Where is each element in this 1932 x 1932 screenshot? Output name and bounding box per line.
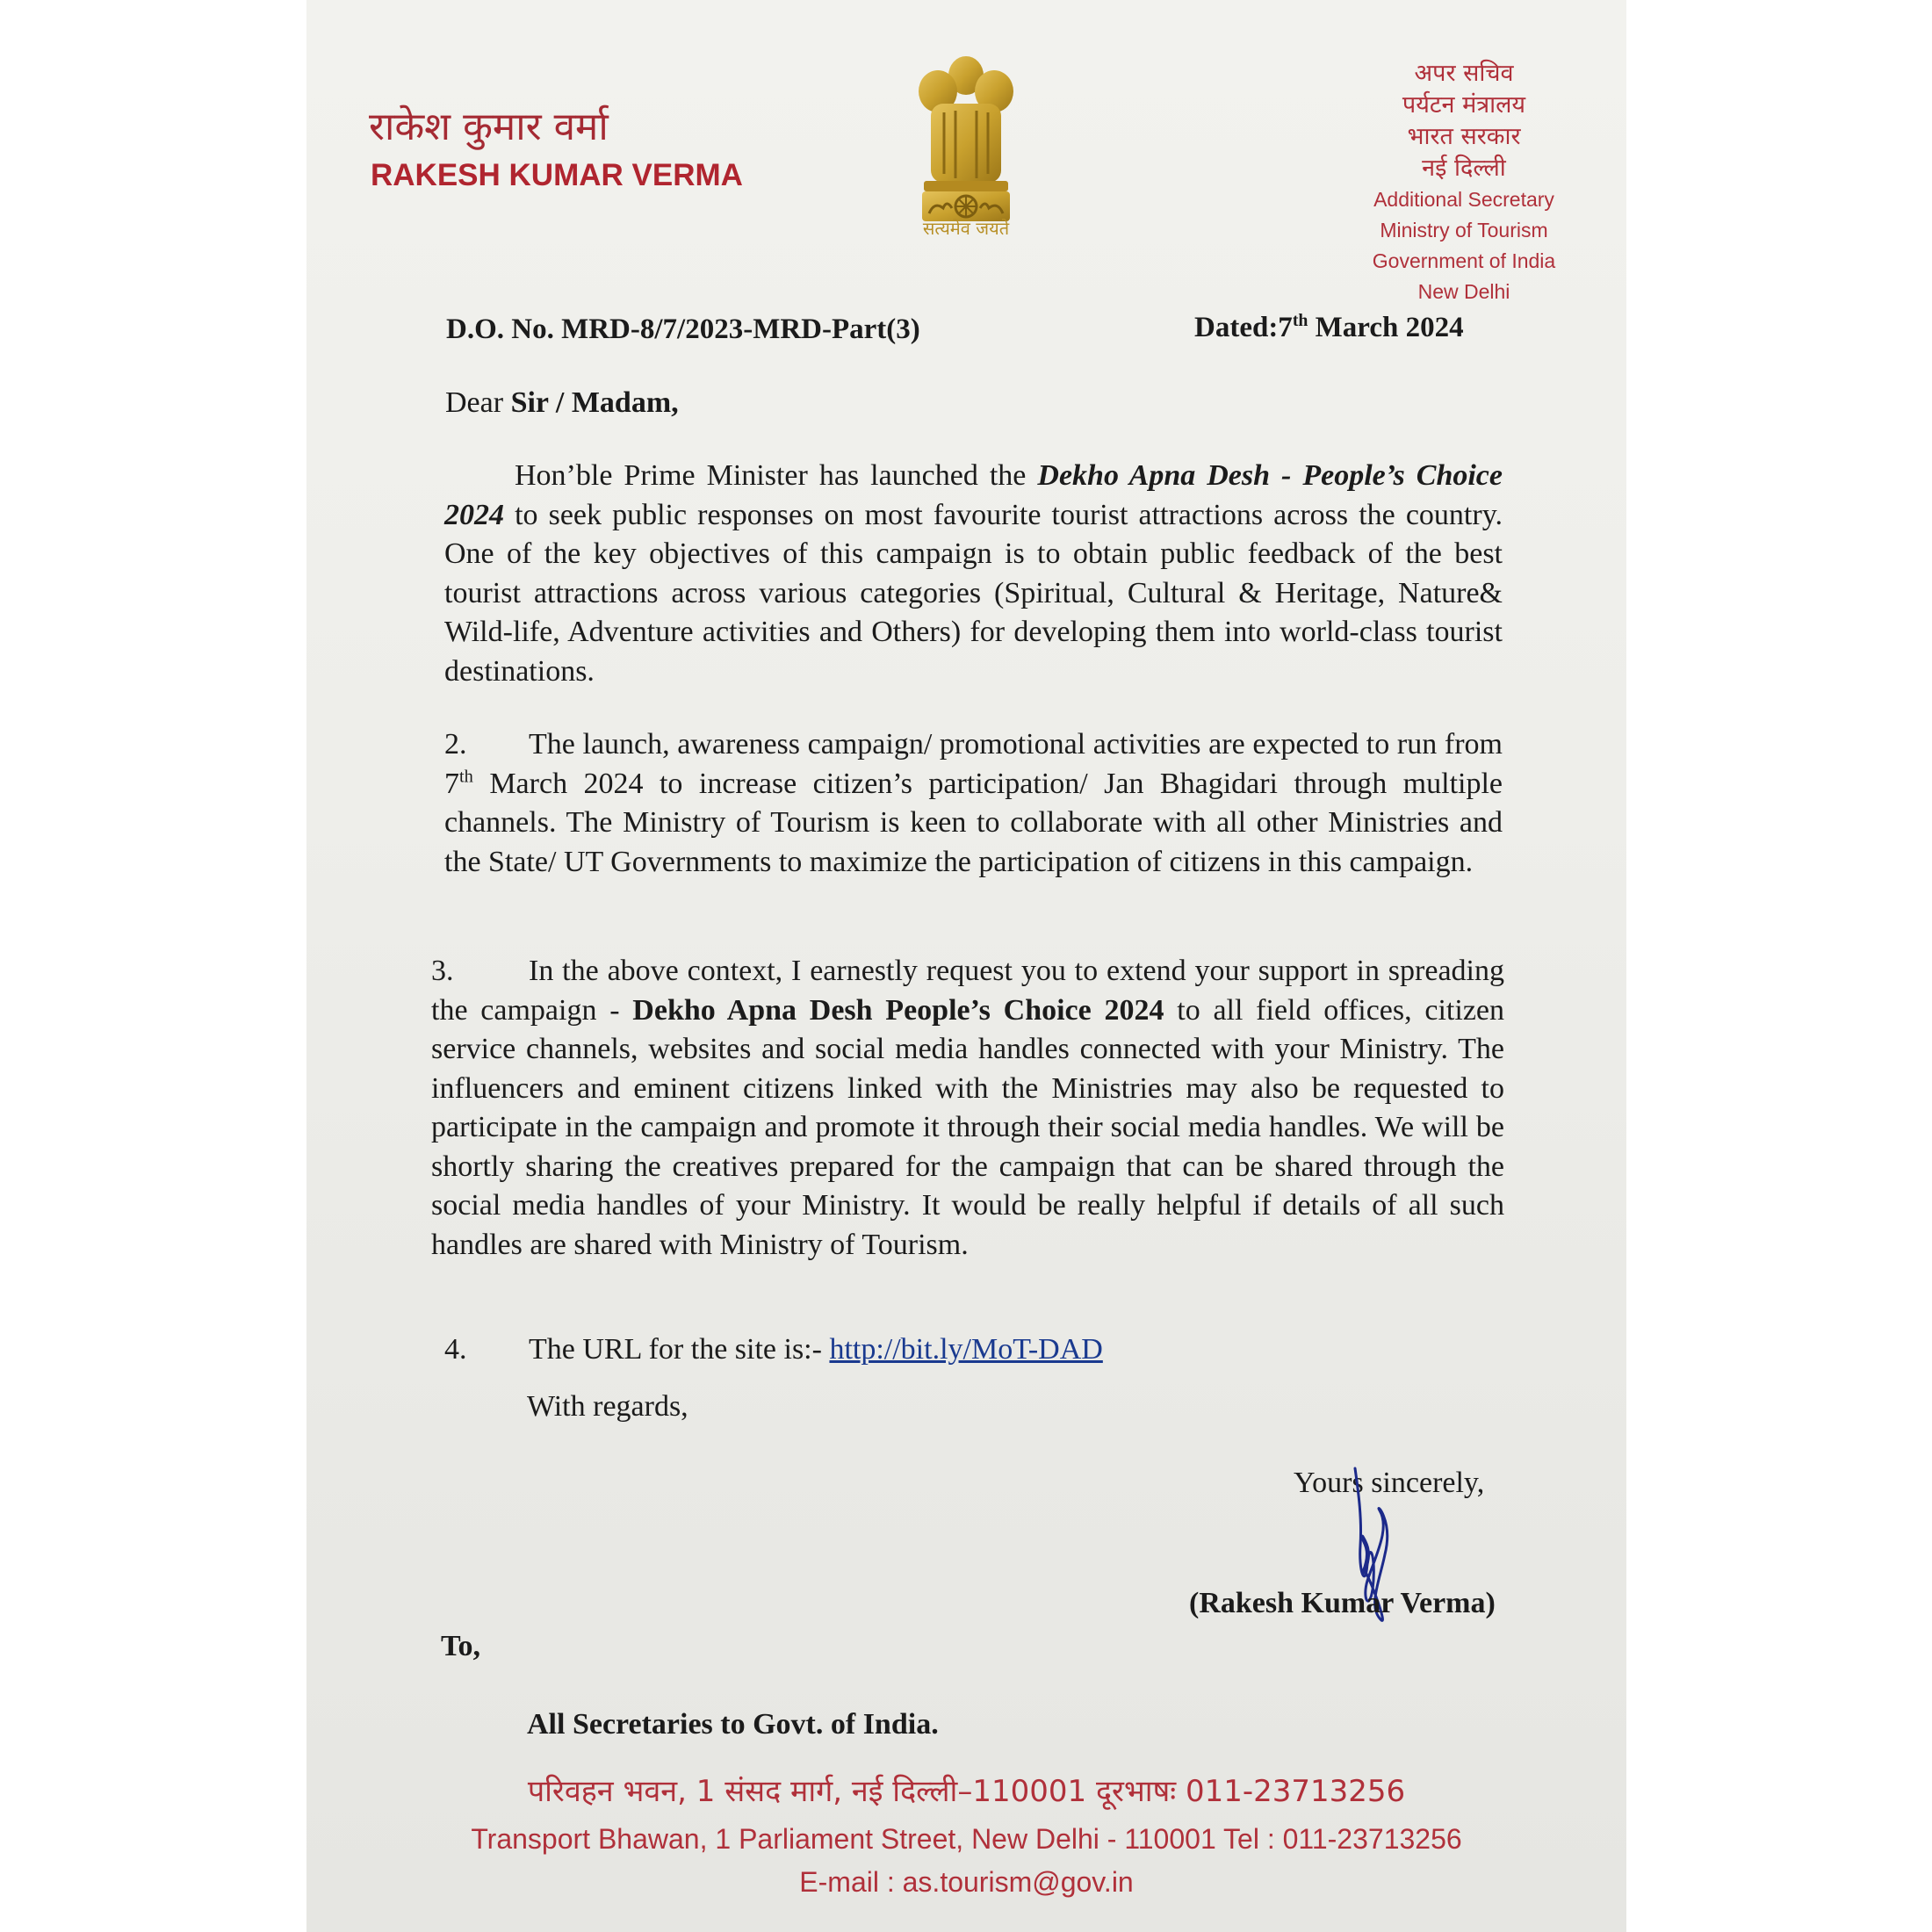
paragraph-3-text-b: to all field offices, citizen service channels, websites and social media handles connected with your Ministry. The influencers and eminent citizens linked with the Ministries may also be requested to participate in the campaign and promote it through their social media handles. We will be shortly sharing the creatives prepared for the campaign that can be shared through the social media handles of your Ministry. It would be really helpful if details of all such handles are shared with Ministry of Tourism. [431, 993, 1504, 1261]
closing-line: Yours sincerely, [1294, 1467, 1485, 1499]
national-emblem-icon [905, 51, 1027, 244]
addressee: All Secretaries to Govt. of India. [527, 1708, 939, 1741]
campaign-url-link[interactable]: http://bit.ly/MoT-DAD [829, 1333, 1103, 1366]
paragraph-3-text-a: In the above context, I earnestly request you to extend your support in spreading the campaign - [431, 955, 1504, 1027]
paragraph-3 [431, 952, 1504, 1265]
designation-english-line: Government of India [1372, 249, 1556, 272]
salutation [445, 386, 679, 420]
date-prefix: Dated:7 [1194, 312, 1293, 343]
signatory-name: (Rakesh Kumar Verma) [1189, 1587, 1496, 1619]
footer-address-hindi: परिवहन भवन, 1 संसद मार्ग, नई दिल्ली–110001 दूरभाषः 011-23713256 [527, 1774, 1406, 1809]
designation-english-line: New Delhi [1417, 280, 1510, 303]
paragraph-number: 4. [444, 1333, 467, 1366]
paragraph-2-ordinal: th [459, 767, 473, 787]
designation-block [1363, 58, 1565, 307]
reference-number: D.O. No. MRD-8/7/2023-MRD-Part(3) [446, 314, 920, 345]
salutation-addressee: Sir / Madam, [510, 386, 679, 419]
footer-email: E-mail : as.tourism@gov.in [799, 1866, 1134, 1898]
campaign-name: Dekho Apna Desh People’s Choice 2024 [632, 993, 1164, 1027]
salutation-start: Dear [445, 386, 511, 419]
paragraph-1-text-b: to seek public responses on most favourite tourist attractions across the country. One of the key objectives of this campaign is to obtain public feedback of the best tourist attractions across various categories (Spiritual, Cultural & Heritage, Nature& Wild-life, Adventure activities and Others) for developing them into world-class tourist destinations. [444, 498, 1503, 688]
designation-hindi-line: भारत सरकार [1407, 123, 1521, 150]
sender-name-english: RAKESH KUMAR VERMA [371, 158, 743, 192]
date-suffix: March 2024 [1308, 312, 1464, 343]
paragraph-2 [444, 725, 1503, 882]
paragraph-2-text-a: The launch, awareness campaign/ promotional activities are expected to run from 7 [444, 728, 1503, 800]
designation-hindi-line: नई दिल्ली [1422, 155, 1506, 182]
designation-hindi-line: अपर सचिव [1414, 60, 1514, 87]
letter-page [306, 0, 1626, 1932]
letter-date [1194, 312, 1464, 344]
paragraph-number: 3. [431, 955, 454, 987]
to-label: To, [441, 1630, 481, 1662]
designation-english-line: Additional Secretary [1373, 188, 1554, 211]
paragraph-2-text-b: March 2024 to increase citizen’s participation/ Jan Bhagidari through multiple channels. The Ministry of Tourism is keen to collaborate with all other Ministries and the State/ UT Governments to maximize the participation of citizens in this campaign. [444, 767, 1503, 878]
campaign-name: Dekho Apna Desh - People’s Choice 2024 [444, 459, 1503, 531]
paragraph-number: 2. [444, 728, 467, 761]
paragraph-4 [444, 1333, 1103, 1366]
regards-line: With regards, [527, 1390, 688, 1423]
emblem-motto: सत्यमेव जयते [922, 218, 1010, 239]
designation-english-line: Ministry of Tourism [1380, 219, 1548, 242]
date-ordinal: th [1292, 311, 1308, 330]
paragraph-1-text-a: Hon’ble Prime Minister has launched the [515, 459, 1038, 492]
sender-name-hindi: राकेश कुमार वर्मा [369, 105, 609, 149]
url-label: The URL for the site is:- [529, 1333, 830, 1366]
footer-address-english: Transport Bhawan, 1 Parliament Street, New Delhi - 110001 Tel : 011-23713256 [471, 1823, 1462, 1855]
designation-hindi-line: पर्यटन मंत्रालय [1402, 91, 1526, 119]
paragraph-1 [444, 457, 1503, 691]
